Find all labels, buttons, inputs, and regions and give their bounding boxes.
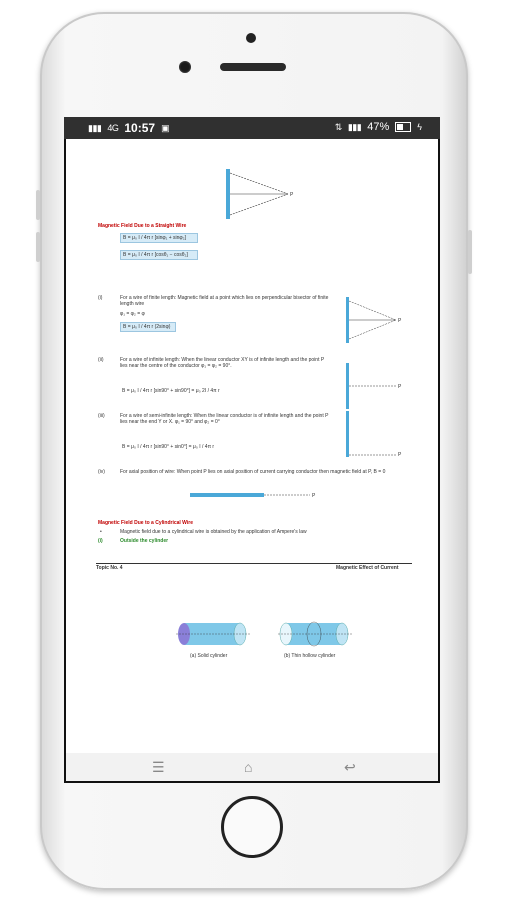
front-camera <box>179 61 191 73</box>
menu-icon[interactable]: ☰ <box>152 759 165 775</box>
svg-text:P: P <box>290 192 294 198</box>
case-number: (i) <box>98 295 103 301</box>
document-page[interactable] <box>66 139 438 753</box>
formula-finite: B = μ₀ I / 4π r (2sinφ) <box>120 322 176 332</box>
signal-icon: ▮▮▮ <box>347 121 362 132</box>
solid-cylinder-diagram <box>176 617 250 651</box>
case-number: (ii) <box>98 357 104 363</box>
svg-text:P: P <box>398 384 402 390</box>
straight-wire-diagram <box>216 167 296 223</box>
semi-infinite-wire-diagram <box>336 411 416 457</box>
hollow-cylinder-diagram <box>278 617 352 651</box>
footer-topic: Topic No. 4 <box>96 565 123 571</box>
bullet-text: Magnetic field due to a cylindrical wire is obtained by the application of Ampere's law <box>120 529 307 535</box>
caption-solid: (a) Solid cylinder <box>190 653 228 659</box>
case-number: (iii) <box>98 413 105 419</box>
caption-hollow: (b) Thin hollow cylinder <box>284 653 336 659</box>
top-sensor <box>246 33 256 43</box>
svg-text:P: P <box>398 452 402 457</box>
home-icon[interactable]: ⌂ <box>244 759 253 775</box>
screen <box>64 117 440 783</box>
case-number: (iv) <box>98 469 105 475</box>
back-icon[interactable]: ↩ <box>344 759 356 775</box>
data-icon: ⇅ <box>334 121 342 132</box>
status-bar <box>64 117 440 139</box>
case-text: For axial position of wire: When point P lies on axial position of current carrying conductor then magnetic field at P, B = 0 <box>120 469 386 475</box>
volume-button <box>36 232 40 262</box>
case-number: (i) <box>98 538 103 544</box>
battery-percent: 47% <box>367 121 390 133</box>
signal-icon: ▮▮▮ <box>88 122 102 133</box>
heading-straight-wire: Magnetic Field Due to a Straight Wire <box>98 223 187 229</box>
case-sub: φ₁ = φ₂ = φ <box>120 311 145 317</box>
charging-icon: ϟ <box>417 122 422 132</box>
svg-text:P: P <box>312 493 316 499</box>
case-text: Outside the cylinder <box>120 538 169 544</box>
clock: 10:57 <box>124 121 156 135</box>
formula-sin: B = μ₀ I / 4π r [sinφ₁ + sinφ₂] <box>120 233 198 243</box>
volume-button <box>36 190 40 220</box>
battery-icon <box>395 122 411 132</box>
case-text: For a wire of infinite length: When the linear conductor XY is of infinite length and the point P lies near the centre of the conductor φ₁ = φ₂ = 90°. <box>120 357 325 369</box>
earpiece-speaker <box>220 63 286 71</box>
finite-wire-diagram <box>336 295 416 345</box>
infinite-wire-diagram <box>336 363 416 409</box>
footer-chapter: Magnetic Effect of Current <box>336 565 399 571</box>
navigation-bar <box>66 753 438 781</box>
case-text: For a wire of finite length: Magnetic field at a point which lies on perpendicular bisector of finite length wire <box>120 295 329 307</box>
heading-cylindrical-wire: Magnetic Field Due to a Cylindrical Wire <box>98 520 193 526</box>
footer-rule <box>96 563 412 564</box>
power-button <box>468 230 472 274</box>
formula-infinite: B = μ₀ I / 4π r [sin90° + sin90°] = μ₀ 2I / 4π r <box>120 387 228 395</box>
formula-cos: B = μ₀ I / 4π r [cosθ₁ − cosθ₂] <box>120 250 198 260</box>
case-text: For a wire of semi-infinite length: When the linear conductor is of infinite length and the point P lies near the end Y or X. φ₁ = 90° and φ₂ = 0° <box>120 413 329 425</box>
axial-wire-diagram <box>186 489 326 503</box>
formula-semi-infinite: B = μ₀ I / 4π r [sin90° + sin0°] = μ₀ I / 4π r <box>120 443 228 451</box>
bullet-point: • <box>100 529 102 535</box>
svg-text:P: P <box>398 318 402 324</box>
home-button[interactable] <box>221 796 283 858</box>
notification-icon: ▣ <box>161 122 170 133</box>
network-type: 4G <box>107 123 119 133</box>
